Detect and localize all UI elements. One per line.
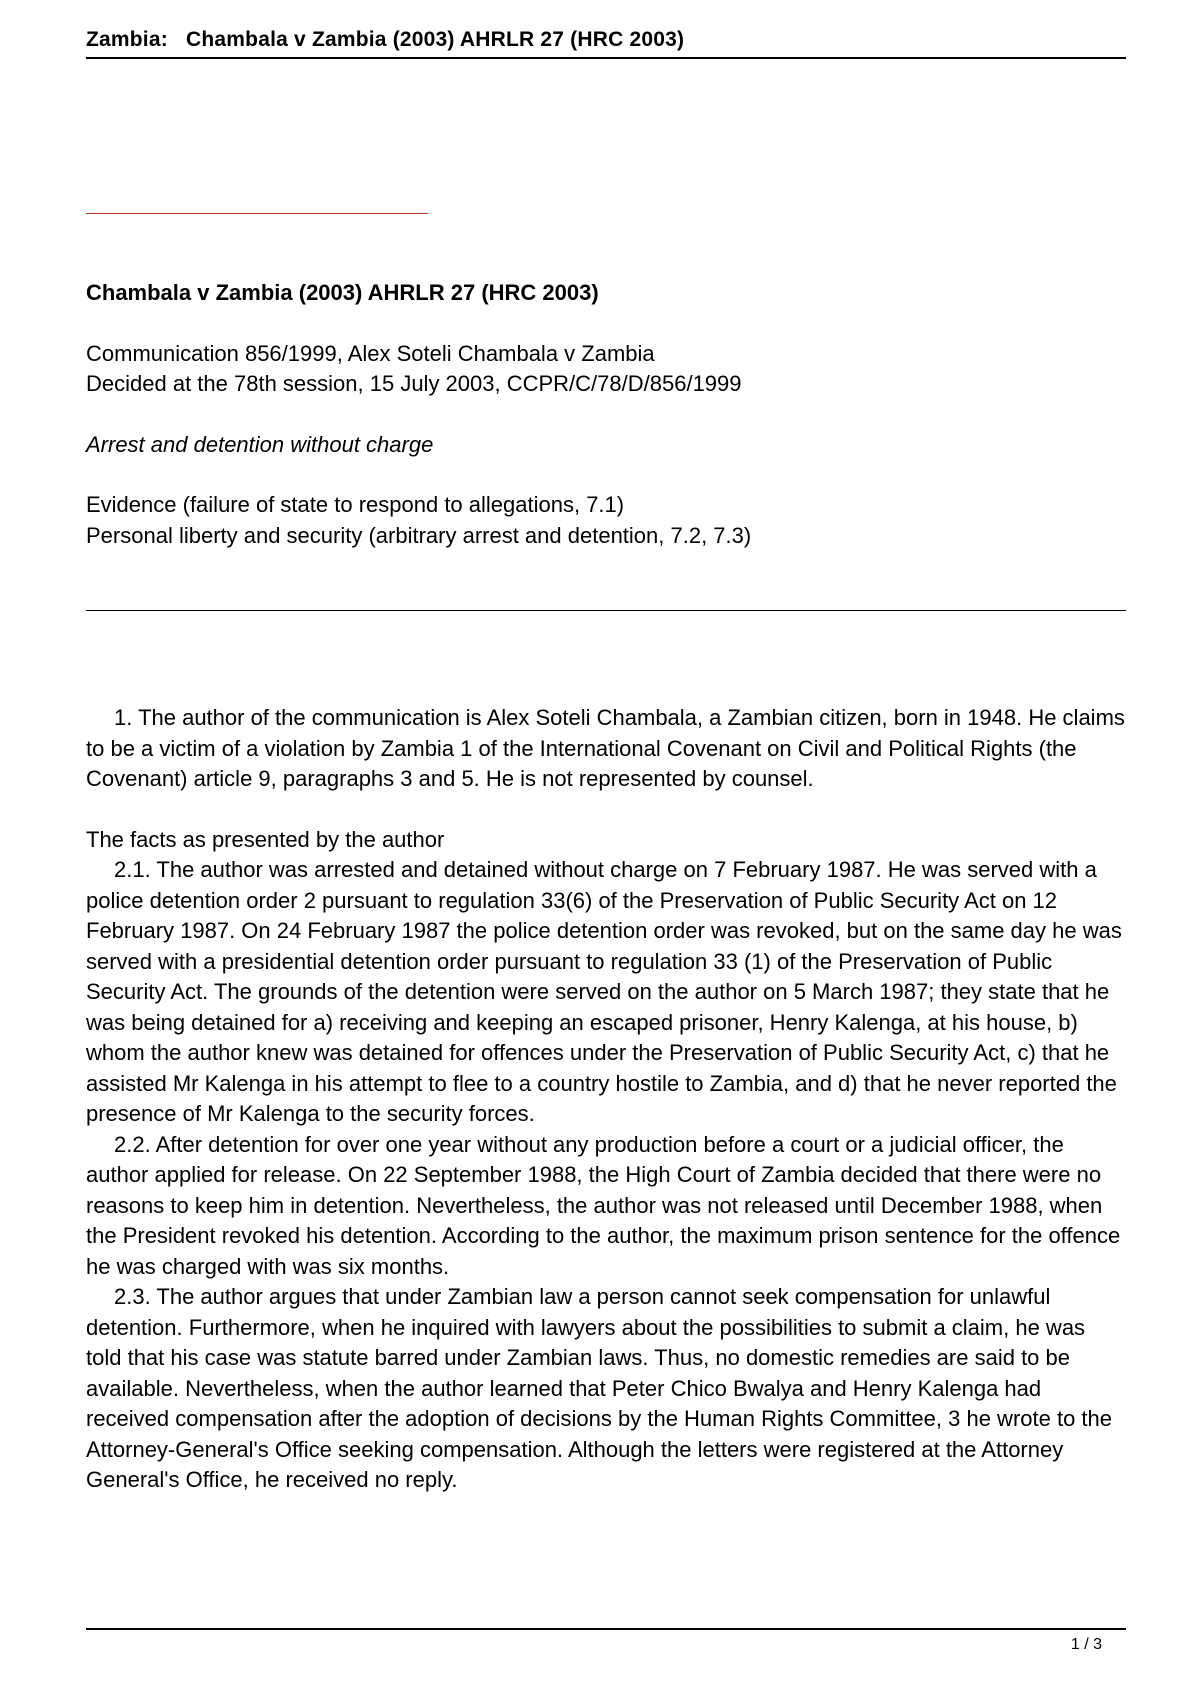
document-body (86, 703, 1126, 1496)
facts-heading: The facts as presented by the author (86, 826, 445, 852)
header-rule (86, 57, 1126, 59)
subject-heading: Arrest and detention without charge (86, 431, 434, 457)
paragraph-2-3: 2.3. The author argues that under Zambian law a person cannot seek compensation for unlawful detention. Furthermore, when he inquired with lawyers about the possibilities to submit a claim, he was told that his case was statute barred under Zambian laws. Thus, no domestic remedies are said to be available. Nevertheless, when the author learned that Peter Chico Bwalya and Henry Kalenga had received compensation after the adoption of decisions by the Human Rights Committee, 3 he wrote to the Attorney-General's Office seeking compensation. Although the letters were registered at the Attorney General's Office, he received no reply. (86, 1284, 1113, 1492)
keyword-item: Evidence (failure of state to respond to allegations, 7.1) (86, 492, 625, 517)
paragraph-2-2: 2.2. After detention for over one year without any production before a court or a judicial officer, the author applied for release. On 22 September 1988, the High Court of Zambia decided that there were no reasons to keep him in detention. Nevertheless, the author was not released until December 1988, when the President revoked his detention. According to the author, the maximum prison sentence for the offence he was charged with was six months. (86, 1131, 1121, 1279)
header-case-title: Chambala v Zambia (2003) AHRLR 27 (HRC 2003) (186, 28, 685, 51)
communication-line: Communication 856/1999, Alex Soteli Chambala v Zambia (86, 340, 655, 366)
paragraph-1: 1. The author of the communication is Alex Soteli Chambala, a Zambian citizen, born in 1948. He claims to be a victim of a violation by Zambia 1 of the International Covenant on Civil and Political Rights (the Covenant) article 9, paragraphs 3 and 5. He is not represented by counsel. (86, 705, 1125, 791)
paragraph-2-1: 2.1. The author was arrested and detained without charge on 7 February 1987. He was served with a police detention order 2 pursuant to regulation 33(6) of the Preservation of Public Security Act on 12 February 1987. On 24 February 1987 the police detention order was revoked, but on the same day he was served with a presidential detention order pursuant to regulation 33 (1) of the Preservation of Public Security Act. The grounds of the detention were served on the author on 5 March 1987; they state that he was being detained for a) receiving and keeping an escaped prisoner, Henry Kalenga, at his house, b) whom the author knew was detained for offences under the Preservation of Public Security Act, c) that he assisted Mr Kalenga in his attempt to flee to a country hostile to Zambia, and d) that he never reported the presence of Mr Kalenga to the security forces. (86, 857, 1122, 1126)
footnote-separator (86, 213, 428, 214)
case-details (86, 339, 1126, 400)
footer-rule (86, 1628, 1126, 1630)
document-title: Chambala v Zambia (2003) AHRLR 27 (HRC 2003) (86, 280, 599, 305)
header-country: Zambia: (86, 28, 168, 51)
case-summary (86, 278, 1126, 551)
page-number: 1 / 3 (1070, 1636, 1102, 1653)
running-header (86, 28, 1126, 52)
keywords-list (86, 490, 1126, 551)
section-divider (86, 610, 1126, 611)
decided-line: Decided at the 78th session, 15 July 2003, CCPR/C/78/D/856/1999 (86, 371, 742, 396)
keyword-item: Personal liberty and security (arbitrary arrest and detention, 7.2, 7.3) (86, 522, 752, 548)
